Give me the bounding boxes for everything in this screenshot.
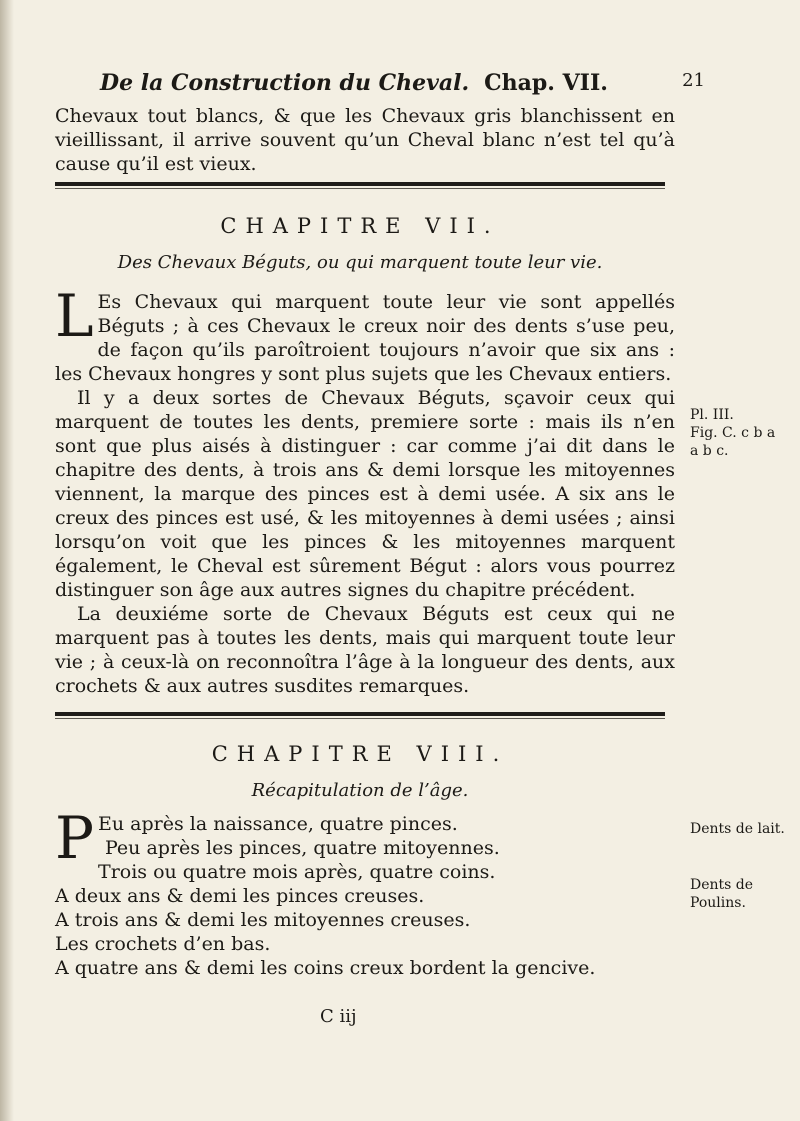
list-line: Les crochets d’en bas.: [55, 933, 271, 955]
chapter-7-body: [55, 282, 675, 698]
dropcap-p: P: [55, 804, 95, 872]
header-title: De la Construction du Cheval.: [100, 70, 470, 96]
chapter-7-heading: CHAPITRE VII.: [220, 214, 500, 238]
margin-note-plate-line-2: Fig. C. c b a: [690, 425, 776, 441]
intro-paragraph: [55, 104, 675, 176]
signature-mark: C iij: [320, 1006, 357, 1027]
page-number: 21: [682, 70, 705, 91]
chapter-7-para-1: [55, 282, 675, 386]
list-line: A quatre ans & demi les coins creux bordent la gencive.: [55, 957, 596, 979]
list-line: Trois ou quatre mois après, quatre coins.: [98, 861, 496, 883]
section-rule-1: [55, 182, 665, 186]
chapter-7-subtitle: Des Chevaux Béguts, ou qui marquent toute leur vie.: [117, 252, 603, 273]
margin-note-foal-teeth: Dents de Poulins.: [690, 877, 754, 911]
chapter-7-para-3: La deuxiéme sorte de Chevaux Béguts est ceux qui ne marquent pas à toutes les dents, mais qui marquent toute leur vie ; à ceux-là on reconnoîtra l’âge à la longueur des dents, aux crochets & aux autres susdites remarques.: [55, 603, 675, 697]
chapter-8-subtitle: Récapitulation de l’âge.: [251, 780, 469, 801]
chapter-8-heading: CHAPITRE VIII.: [211, 742, 509, 766]
list-line: Peu après les pinces, quatre mitoyennes.: [105, 837, 500, 859]
list-line: A deux ans & demi les pinces creuses.: [55, 885, 425, 907]
section-rule-2: [55, 712, 665, 716]
margin-note-plate-line-3: a b c.: [690, 443, 729, 459]
chapter-7-para-1-text: Es Chevaux qui marquent toute leur vie sont appellés Béguts ; à ces Chevaux le creux noir des dents s’use peu, de façon qu’ils paroîtroient toujours n’avoir que six ans : les Chevaux hongres y sont plus sujets que les Chevaux entiers.: [55, 291, 675, 385]
header-chapter: Chap. VII.: [484, 70, 608, 96]
page-gutter-shadow: [0, 0, 14, 1121]
intro-text: Chevaux tout blancs, & que les Chevaux gris blanchissent en vieillissant, il arrive souvent qu’un Cheval blanc n’est tel qu’à cause qu’il est vieux.: [55, 105, 675, 175]
margin-note-plate: [690, 406, 790, 460]
margin-note-plate-line-1: Pl. III.: [690, 407, 734, 423]
list-line: Eu après la naissance, quatre pinces.: [98, 813, 458, 835]
dropcap-l: L: [55, 282, 94, 350]
running-header: [100, 70, 705, 100]
list-line: A trois ans & demi les mitoyennes creuses.: [55, 909, 471, 931]
chapter-8-list: [55, 804, 675, 980]
chapter-7-para-2: Il y a deux sortes de Chevaux Béguts, sçavoir ceux qui marquent de toutes les dents, premiere sorte : mais ils n’en sont que plus aisés à distinguer : car comme j’ai dit dans le chapitre des dents, à trois ans & demi lorsque les mitoyennes viennent, la marque des pinces est à demi usée. A six ans le creux des pinces est usé, & les mitoyennes à demi usées ; ainsi lorsqu’on voit que les pinces & les mitoyennes marquent également, le Cheval est sûrement Bégut : alors vous pourrez distinguer son âge aux autres signes du chapitre précédent.: [55, 387, 675, 601]
margin-note-milk-teeth: Dents de lait.: [690, 821, 785, 837]
